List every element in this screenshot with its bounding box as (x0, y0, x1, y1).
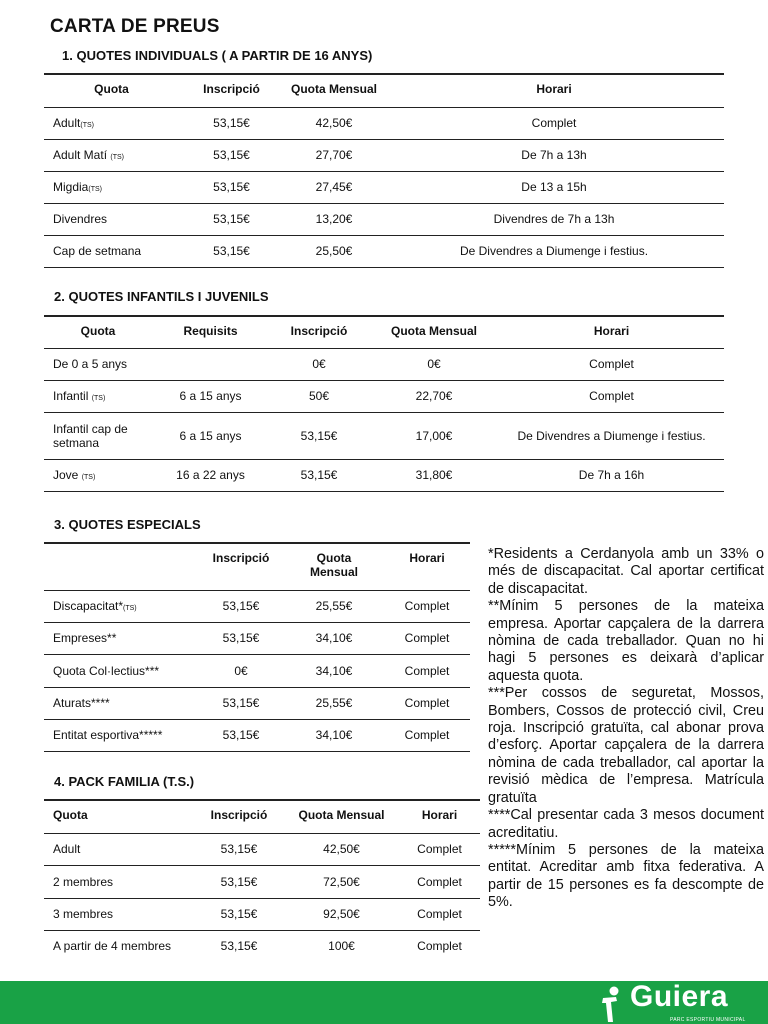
schedule-cell: Complet (384, 107, 724, 139)
table-row (44, 590, 470, 622)
fee-name-cell: Aturats**** (44, 687, 198, 719)
registration-fee-cell: 53,15€ (198, 719, 284, 751)
column-header: Horari (399, 800, 480, 833)
registration-fee-cell: 53,15€ (198, 590, 284, 622)
fee-name-cell: Migdia(TS) (44, 171, 179, 203)
monthly-fee-cell: 42,50€ (284, 107, 384, 139)
registration-fee-cell: 53,15€ (179, 139, 284, 171)
monthly-fee-cell: 17,00€ (369, 412, 499, 459)
monthly-fee-cell: 92,50€ (284, 898, 399, 930)
monthly-fee-cell: 25,55€ (284, 590, 384, 622)
page-title: CARTA DE PREUS (50, 16, 220, 37)
table-row (44, 139, 724, 171)
schedule-cell: Complet (399, 898, 480, 930)
column-header: Quota Mensual (369, 316, 499, 348)
column-header: Horari (499, 316, 724, 348)
registration-fee-cell: 53,15€ (194, 865, 284, 898)
table-row (44, 622, 470, 654)
column-header (44, 543, 198, 590)
fee-name-cell: Entitat esportiva***** (44, 719, 198, 751)
table-row (44, 719, 470, 751)
schedule-cell: Complet (399, 865, 480, 898)
monthly-fee-cell: 42,50€ (284, 833, 399, 865)
footnotes (488, 546, 764, 912)
requirements-cell (152, 348, 269, 380)
requirements-cell: 6 a 15 anys (152, 380, 269, 412)
registration-fee-cell: 53,15€ (179, 107, 284, 139)
table-individual-fees (44, 73, 724, 268)
table-special-fees (44, 542, 470, 752)
section-title-children: 2. QUOTES INFANTILS I JUVENILS (54, 289, 269, 304)
table-row (44, 203, 724, 235)
footnote: **Mínim 5 persones de la mateixa empresa. Aportar capçalera de la darrera nòmina de cada treballador. Quan no hi hagi 5 persones es deixarà d’aplicar aquesta quota. (488, 598, 764, 684)
table-row (44, 833, 480, 865)
column-header: Requisits (152, 316, 269, 348)
section-title-special: 3. QUOTES ESPECIALS (54, 517, 201, 532)
schedule-cell: Complet (384, 719, 470, 751)
table-row (44, 107, 724, 139)
monthly-fee-cell: 31,80€ (369, 459, 499, 491)
requirements-cell: 16 a 22 anys (152, 459, 269, 491)
table-row (44, 898, 480, 930)
schedule-cell: De Divendres a Diumenge i festius. (499, 412, 724, 459)
registration-fee-cell: 0€ (198, 654, 284, 687)
monthly-fee-cell: 25,55€ (284, 687, 384, 719)
monthly-fee-cell: 34,10€ (284, 719, 384, 751)
footnote: *Residents a Cerdanyola amb un 33% o més de discapacitat. Cal aportar certificat de discapacitat. (488, 546, 764, 597)
monthly-fee-cell: 13,20€ (284, 203, 384, 235)
schedule-cell: Complet (399, 833, 480, 865)
table-row (44, 235, 724, 267)
registration-fee-cell: 53,15€ (179, 235, 284, 267)
column-header: Inscripció (269, 316, 369, 348)
column-header: Inscripció (194, 800, 284, 833)
table-row (44, 930, 480, 962)
schedule-cell: De 7h a 16h (499, 459, 724, 491)
monthly-fee-cell: 72,50€ (284, 865, 399, 898)
column-header: Horari (384, 74, 724, 107)
registration-fee-cell: 53,15€ (194, 898, 284, 930)
registration-fee-cell: 0€ (269, 348, 369, 380)
table-row (44, 380, 724, 412)
registration-fee-cell: 53,15€ (198, 622, 284, 654)
column-header: Quota (44, 800, 194, 833)
schedule-cell: Complet (384, 590, 470, 622)
table-row (44, 348, 724, 380)
table-row (44, 171, 724, 203)
monthly-fee-cell: 34,10€ (284, 654, 384, 687)
section-title-individuals: 1. QUOTES INDIVIDUALS ( A PARTIR DE 16 ANYS) (62, 48, 373, 63)
table-children-fees (44, 315, 724, 492)
fee-name-cell: Adult(TS) (44, 107, 179, 139)
monthly-fee-cell: 27,45€ (284, 171, 384, 203)
fee-name-cell: Infantil (TS) (44, 380, 152, 412)
table-row (44, 687, 470, 719)
table-row (44, 654, 470, 687)
column-header: Horari (384, 543, 470, 590)
registration-fee-cell: 53,15€ (179, 171, 284, 203)
table-family-pack (44, 799, 480, 962)
schedule-cell: Complet (384, 687, 470, 719)
monthly-fee-cell: 0€ (369, 348, 499, 380)
fee-name-cell: De 0 a 5 anys (44, 348, 152, 380)
registration-fee-cell: 53,15€ (194, 833, 284, 865)
column-header: Quota Mensual (284, 74, 384, 107)
fee-name-cell: Empreses** (44, 622, 198, 654)
registration-fee-cell: 53,15€ (179, 203, 284, 235)
fee-name-cell: A partir de 4 membres (53, 939, 172, 954)
column-header: Quota Mensual (284, 800, 399, 833)
fee-name-cell: Adult Matí (TS) (44, 139, 179, 171)
fee-name-cell: Adult (44, 833, 194, 865)
table-row (44, 459, 724, 491)
person-icon (600, 984, 630, 1024)
footnote: ****Cal presentar cada 3 mesos document acreditatiu. (488, 807, 764, 841)
footnote: *****Mínim 5 persones de la mateixa entitat. Acreditar amb fitxa federativa. A partir de 15 persones es fa descompte de 5%. (488, 841, 764, 911)
fee-name-cell: Cap de setmana (44, 235, 179, 267)
registration-fee-cell: 53,15€ (220, 939, 258, 954)
fee-name-cell: Infantil cap de setmana (44, 412, 152, 459)
monthly-fee-cell: 25,50€ (284, 235, 384, 267)
logo-subtitle: PARC ESPORTIU MUNICIPAL (670, 1017, 746, 1023)
footnote: ***Per cossos de seguretat, Mossos, Bombers, Cossos de protecció civil, Creu roja. Inscripció gratuïta, cal abonar prova d’esforç. Aportar capçalera de la darrera nòmina de cada treballador, cal aportar la revisió mèdica de l’empresa. Matrícula gratuïta (488, 685, 764, 806)
table-header-row (44, 74, 724, 107)
table-header-row (44, 543, 470, 590)
fee-name-cell: Discapacitat*(TS) (44, 590, 198, 622)
schedule-cell: Complet (384, 654, 470, 687)
column-header: Inscripció (198, 543, 284, 590)
column-header: Quota Mensual (284, 543, 384, 590)
column-header: Inscripció (179, 74, 284, 107)
schedule-cell: De 13 a 15h (384, 171, 724, 203)
schedule-cell: De 7h a 13h (384, 139, 724, 171)
schedule-cell: Complet (417, 939, 462, 954)
fee-name-cell: Jove (TS) (44, 459, 152, 491)
logo-text: Guiera (630, 980, 729, 1013)
schedule-cell: Complet (384, 622, 470, 654)
schedule-cell: Divendres de 7h a 13h (384, 203, 724, 235)
monthly-fee-cell: 100€ (328, 939, 355, 954)
monthly-fee-cell: 27,70€ (284, 139, 384, 171)
section-title-family-pack: 4. PACK FAMILIA (T.S.) (54, 774, 195, 789)
registration-fee-cell: 53,15€ (269, 412, 369, 459)
fee-name-cell: Quota Col·lectius*** (44, 654, 198, 687)
column-header: Quota (44, 316, 152, 348)
table-header-row (44, 800, 480, 833)
table-row (44, 412, 724, 459)
fee-name-cell: 2 membres (44, 865, 194, 898)
fee-name-cell: 3 membres (44, 898, 194, 930)
schedule-cell: Complet (499, 348, 724, 380)
registration-fee-cell: 53,15€ (269, 459, 369, 491)
schedule-cell: De Divendres a Diumenge i festius. (384, 235, 724, 267)
fee-name-cell: Divendres (44, 203, 179, 235)
monthly-fee-cell: 34,10€ (284, 622, 384, 654)
registration-fee-cell: 53,15€ (198, 687, 284, 719)
requirements-cell: 6 a 15 anys (152, 412, 269, 459)
monthly-fee-cell: 22,70€ (369, 380, 499, 412)
column-header: Quota (44, 74, 179, 107)
table-row (44, 865, 480, 898)
table-header-row (44, 316, 724, 348)
schedule-cell: Complet (499, 380, 724, 412)
guiera-logo (600, 980, 760, 1024)
registration-fee-cell: 50€ (269, 380, 369, 412)
